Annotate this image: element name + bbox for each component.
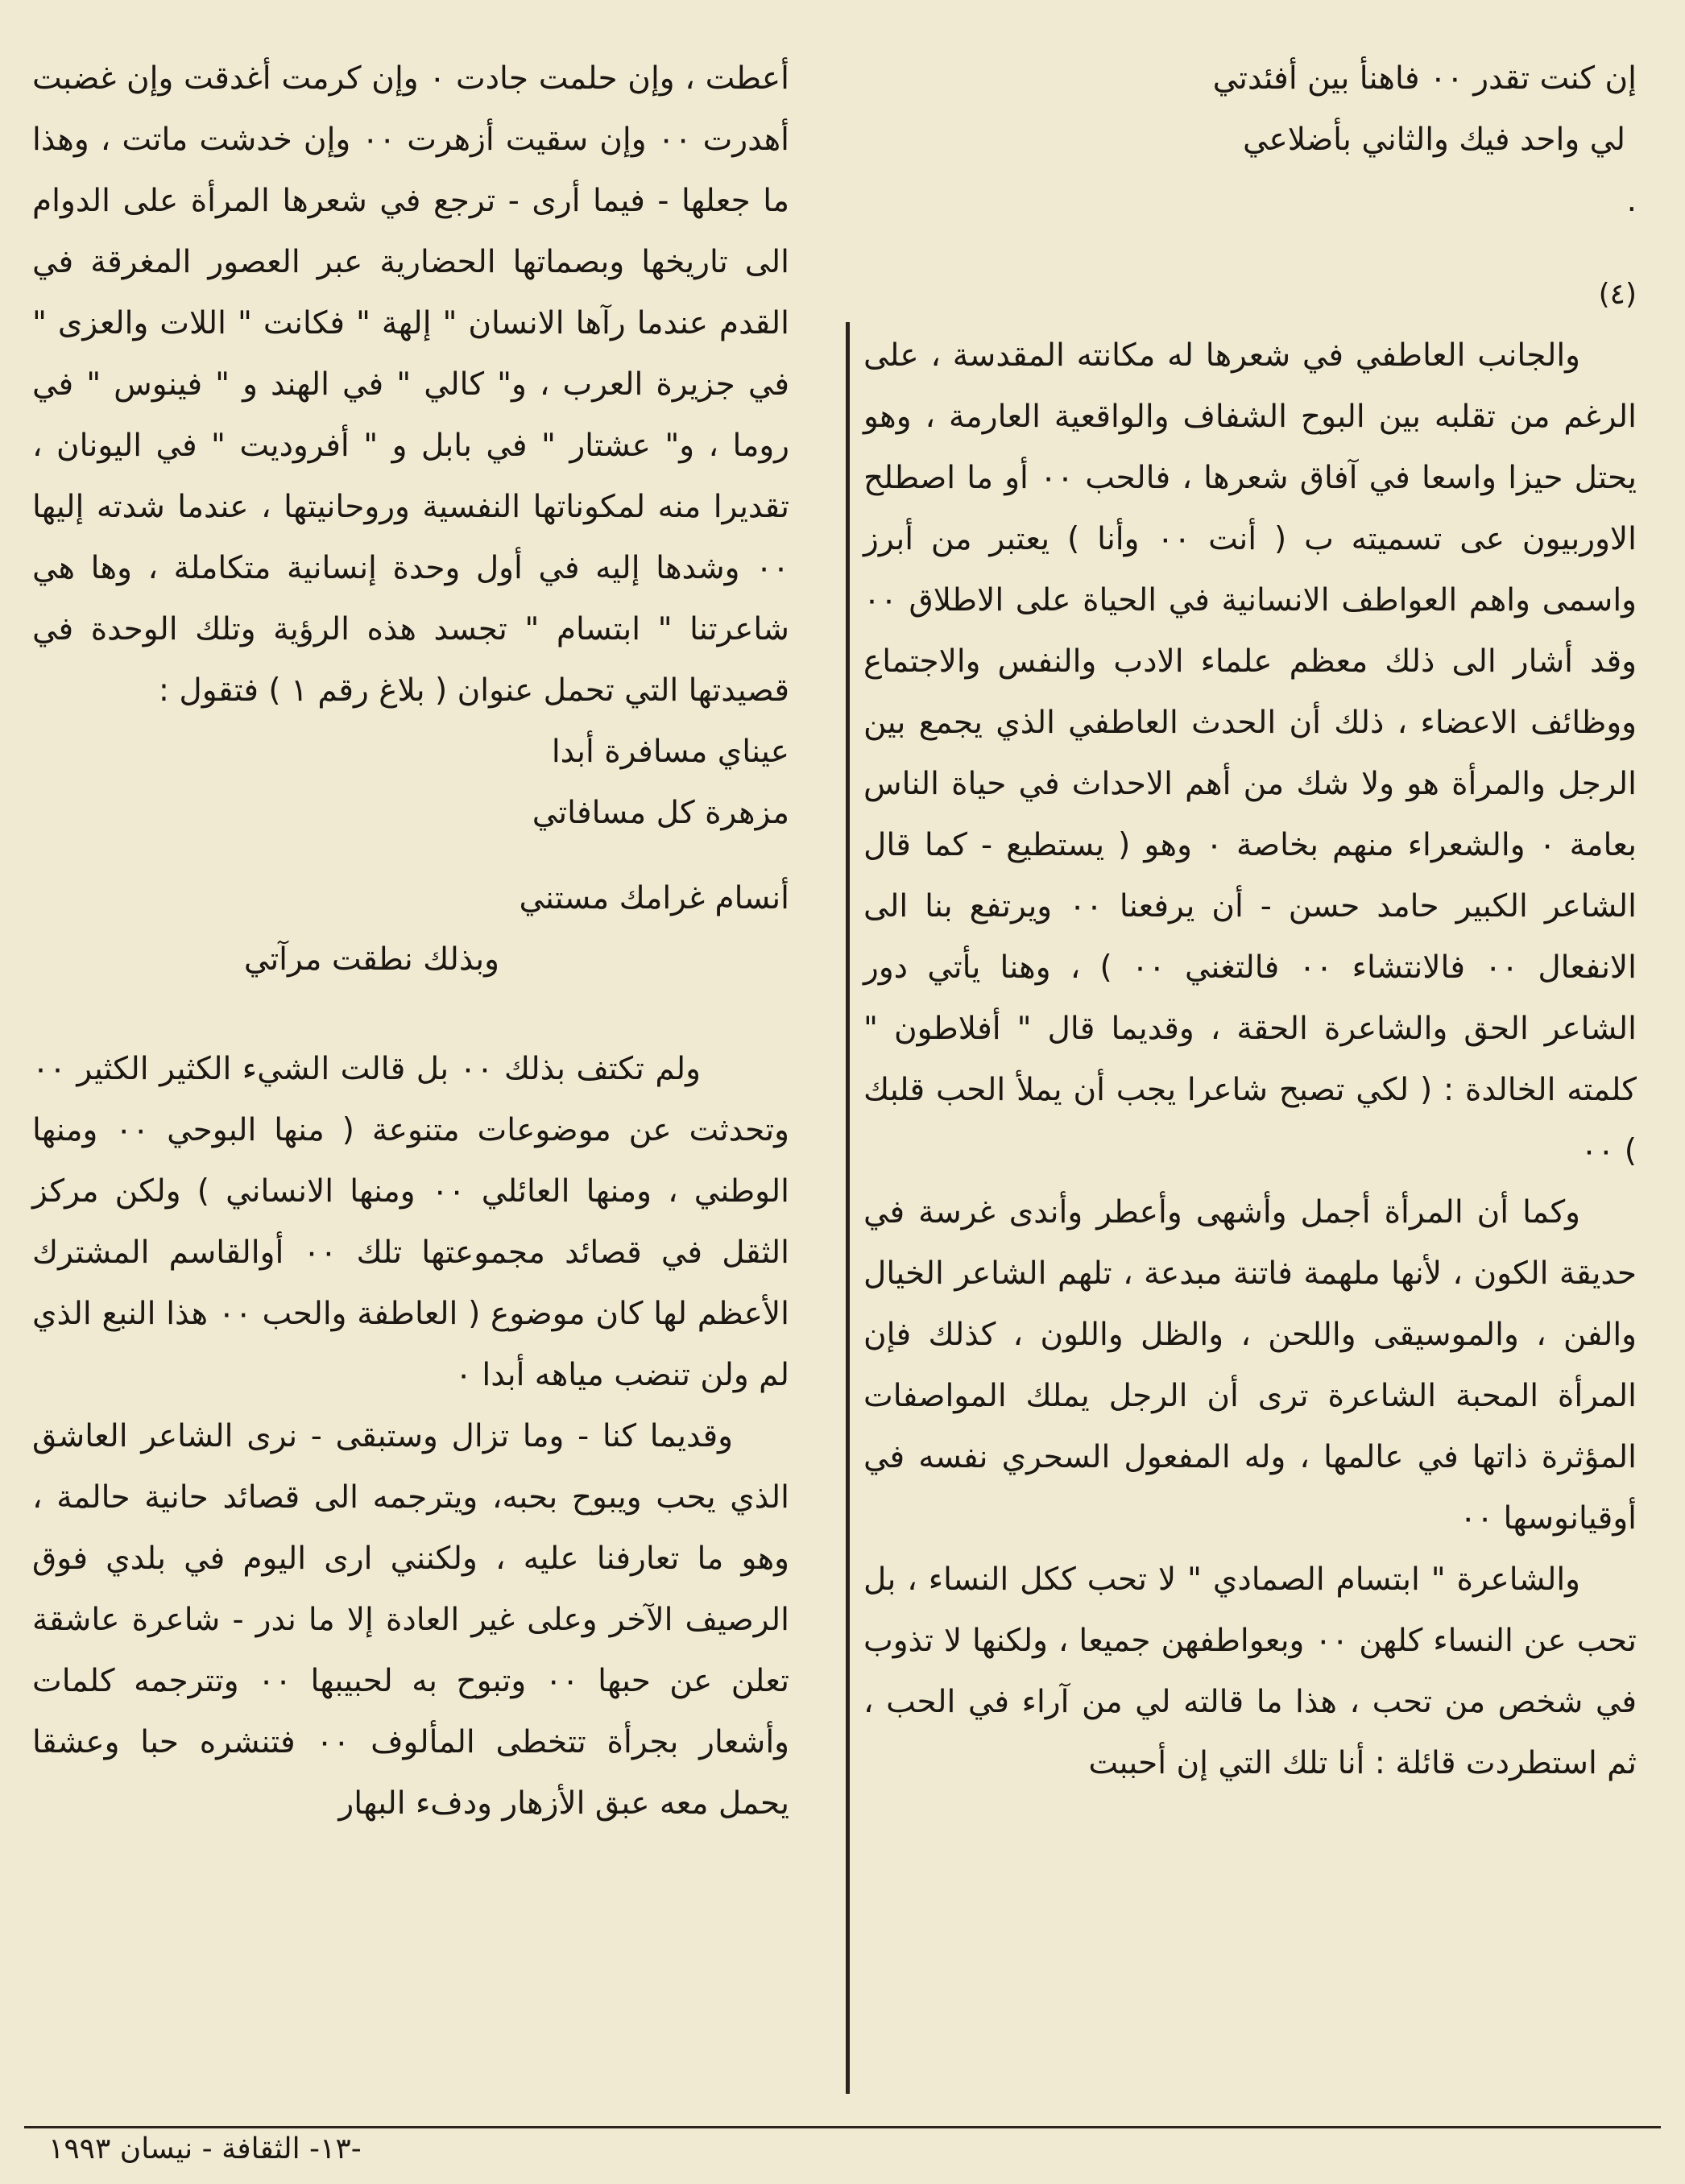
verse-end-mark: . bbox=[1626, 183, 1637, 219]
body-paragraph: والجانب العاطفي في شعرها له مكانته المقدسة ، على الرغم من تقلبه بين البوح الشفاف والواقعية العارمة ، وهو يحتل حيزا واسعا في آفاق شعرها ، فالحب ٠٠ أو ما اصطلح الاوربيون عى تسميته ب ( أنت ٠٠ وأنا ) يعتبر من أبرز واسمى واهم العواطف الانسانية في الحياة على الاطلاق ٠٠ وقد أشار الى ذلك معظم علماء الادب والنفس والاجتماع ووظائف الاعضاء ، ذلك أن الحدث العاطفي الذي يجمع بين الرجل والمرأة هو ولا شك من أهم الاحداث في حياة الناس بعامة ٠ والشعراء منهم بخاصة ٠ وهو ( يستطيع - كما قال الشاعر الكبير حامد حسن - أن يرفعنا ٠٠ ويرتفع بنا الى الانفعال ٠٠ فالانتشاء ٠٠ فالتغني ٠٠ ) ، وهنا يأتي دور الشاعر الحق والشاعرة الحقة ، وقديما قال " أفلاطون " كلمته الخالدة : ( لكي تصبح شاعرا يجب أن يملأ الحب قلبك ) ٠٠ bbox=[863, 337, 1637, 1169]
page-footer: -١٣- الثقافة - نيسان ١٩٩٣ bbox=[48, 2132, 362, 2165]
body-paragraph: وقديما كنا - وما تزال وستبقى - نرى الشاعر العاشق الذي يحب ويبوح بحبه، ويترجمه الى قصائد حانية حالمة ، وهو ما تعارفنا عليه ، ولكنني ارى اليوم في بلدي فوق الرصيف الآخر وعلى غير العادة إلا ما ندر - شاعرة عاشقة تعلن عن حبها ٠٠ وتبوح به لحبيبها ٠٠ وتترجمه كلمات وأشعار بجرأة تتخطى المألوف ٠٠ فتنشره حبا وعشقا يحمل معه عبق الأزهار ودفء البهار bbox=[32, 1418, 789, 1822]
verse-line-1: إن كنت تقدر ٠٠ فاهنأ بين أفئدتي bbox=[1212, 60, 1637, 97]
body-paragraph: وكما أن المرأة أجمل وأشهى وأعطر وأندى غرسة في حديقة الكون ، لأنها ملهمة فاتنة مبدعة ، تلهم الشاعر الخيال والفن ، والموسيقى واللحن ، والظل واللون ، كذلك فإن المرأة المحبة الشاعرة ترى أن الرجل يملك المواصفات المؤثرة ذاتها في عالمها ، وله المفعول السحري نفسه في أوقيانوسها ٠٠ bbox=[863, 1194, 1637, 1537]
section-number: (٤) bbox=[1598, 278, 1637, 311]
poem-gap bbox=[32, 844, 789, 868]
poem-line-2: مزهرة كل مسافاتي bbox=[532, 795, 789, 831]
body-paragraph: ولم تكتف بذلك ٠٠ بل قالت الشيء الكثير الكثير ٠٠ وتحدثت عن موضوعات متنوعة ( منها البوحي ٠٠ ومنها الوطني ، ومنها العائلي ٠٠ ومنها الانساني ) ولكن مركز الثقل في قصائد مجموعتها تلك ٠٠ أوالقاسم المشترك الأعظم لها كان موضوع ( العاطفة والحب ٠٠ هذا النبع الذي لم ولن تنضب مياهه أبدا ٠ bbox=[32, 1051, 789, 1393]
column-divider bbox=[846, 322, 850, 2094]
body-paragraph: أعطت ، وإن حلمت جادت ٠ وإن كرمت أغدقت وإن غضبت أهدرت ٠٠ وإن سقيت أزهرت ٠٠ وإن خدشت ماتت ، وهذا ما جعلها - فيما أرى - ترجع في شعرها المرأة على الدوام الى تاريخها وبصماتها الحضارية عبر العصور المغرقة في القدم عندما رآها الانسان " إلهة " فكانت " اللات والعزى " في جزيرة العرب ، و" كالي " في الهند و " فينوس " في روما ، و" عشتار " في بابل و " أفروديت " في اليونان ، تقديرا منه لمكوناتها النفسية وروحانيتها ، عندما شدته إليها ٠٠ وشدها إليه في أول وحدة إنسانية متكاملة ، وها هي شاعرتنا " ابتسام " تجسد هذه الرؤية وتلك الوحدة في قصيدتها التي تحمل عنوان ( بلاغ رقم ١ ) فتقول : bbox=[32, 60, 789, 709]
body-paragraph: والشاعرة " ابتسام الصمادي " لا تحب ككل النساء ، بل تحب عن النساء كلهن ٠٠ وبعواطفهن جميعا ، ولكنها لا تذوب في شخص من تحب ، هذا ما قالته لي من آراء في الحب ، ثم استطردت قائلة : أنا تلك التي إن أحببت bbox=[863, 1561, 1637, 1781]
poem-line-3: أنسام غرامك مستني bbox=[519, 880, 789, 916]
poem-line-1: عيناي مسافرة أبدا bbox=[551, 734, 789, 770]
poem-gap bbox=[32, 991, 789, 1039]
poem-line-4: وبذلك نطقت مرآتي bbox=[243, 941, 499, 978]
right-column bbox=[863, 48, 1637, 1794]
verse-line-2: لي واحد فيك والثاني بأضلاعي bbox=[1243, 122, 1625, 158]
left-column bbox=[32, 48, 789, 1834]
footer-rule bbox=[24, 2126, 1661, 2128]
